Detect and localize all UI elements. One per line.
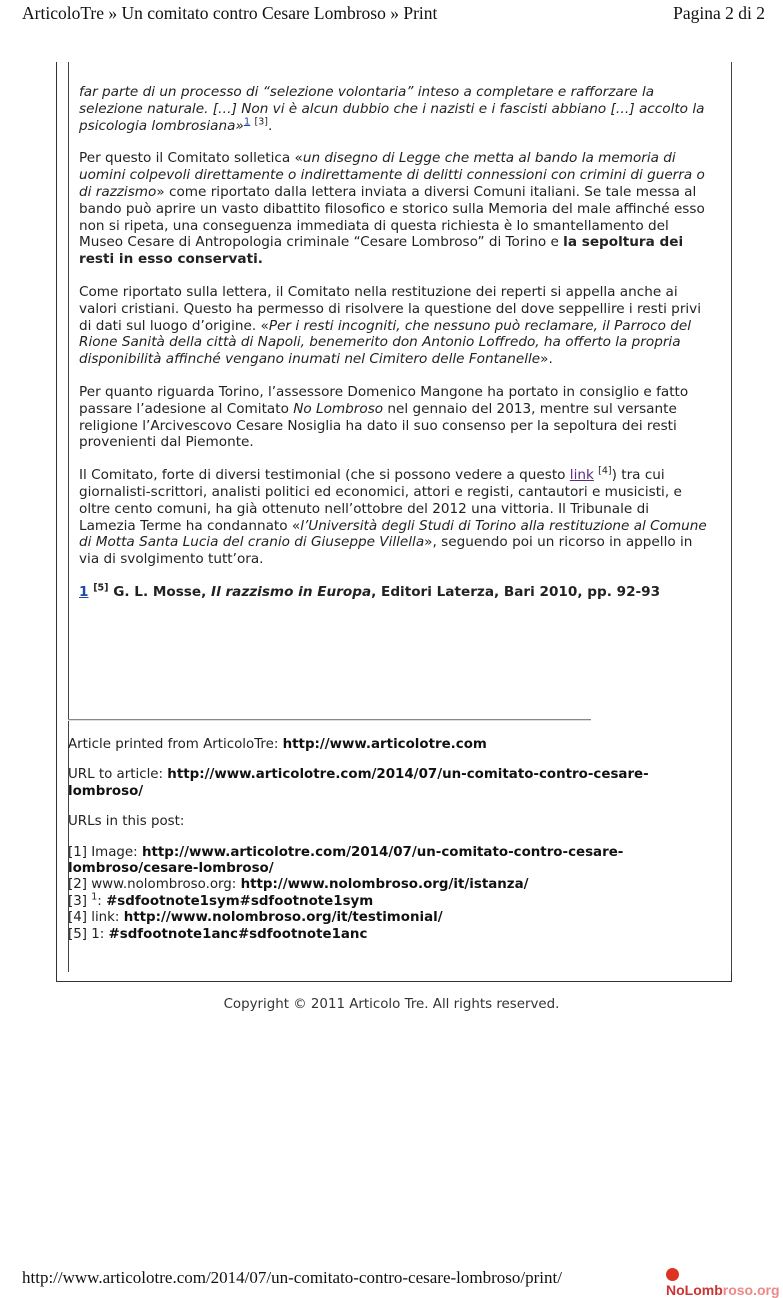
watermark: NoLombroso.org [666, 1266, 781, 1286]
urls-title: URLs in this post: [68, 814, 185, 830]
print-meta [68, 737, 708, 943]
footnote-back-link[interactable]: 1 [79, 583, 89, 600]
url-item: [3] $^1$: #sdfootnote1sym#sdfootnote1sym [68, 891, 374, 909]
footnote: 1 [5] G. L. Mosse, Il razzismo in Europa, Editori Laterza, Bari 2010, pp. 92-93 [79, 582, 661, 600]
paragraph-4: Per quanto riguarda Torino, l’assessore Domenico Mangone ha portato in consiglio e fatto passare l’adesione al Comitato No Lombroso nel gennaio del 2013, mentre sul versante religione l’Arcivescovo Cesare Nosiglia ha dato il suo consenso per la sepoltura dei resti provenienti dal Piemonte. [79, 383, 689, 451]
ref-3: [3] [254, 116, 268, 128]
article-url: URL to article: http://www.articolotre.com/2014/07/un-comitato-contro-cesare-lombroso/ [68, 767, 649, 799]
url-list [68, 845, 708, 943]
copyright: Copyright © 2011 Articolo Tre. All rights reserved. [223, 997, 560, 1012]
article-body [79, 84, 709, 617]
ref-4: [4] [598, 465, 612, 477]
header-title: ArticoloTre » Un comitato contro Cesare Lombroso » Print [22, 3, 438, 23]
url-item: [2] www.nolombroso.org: http://www.nolombroso.org/it/istanza/ [68, 877, 529, 893]
testimonial-link[interactable]: link [569, 467, 594, 484]
paragraph-3: Come riportato sulla lettera, il Comitato nella restituzione dei reperti si appella anche ai valori cristiani. Questo ha permesso di risolvere la questione del dove seppellire i resti privi di dati sul luogo d’origine. «Per i resti incogniti, che nessuno può reclamare, il Parroco del Rione Sanità della città di Napoli, benemerito don Antonio Loffredo, ha offerto la propria disponibilità affinché vengano inumati nel Cimitero delle Fontanelle». [79, 283, 701, 368]
page-number: Pagina 2 di 2 [673, 3, 765, 23]
paragraph-5: Il Comitato, forte di diversi testimonial (che si possono vedere a questo link [4]) tra cui giornalisti-scrittori, analisti politici ed economici, attori e registi, cantautori e musicisti, e oltre cento comuni, ha già ottenuto nell’ottobre del 2012 una vittoria. Il Tribunale di Lamezia Terme ha condannato «l’Università degli Studi di Torino alla restituzione al Comune di Motta Santa Lucia del cranio di Giuseppe Villella», seguendo poi un ricorso in appello in via di svolgimento tutt’ora. [79, 465, 707, 568]
paragraph-2: Per questo il Comitato solletica «un disegno di Legge che metta al bando la memoria di uomini colpevoli direttamente o indirettamente di delitti connessioni con crimini di guerra o di razzismo» come riportato dalla lettera inviata a diversi Comuni italiani. Se tale messa al bando può aprire un vasto dibattito filosofico e storico sulla Memoria del male affinché esso non si ripeta, una conseguenza immediata di questa richiesta è lo smantellamento del Museo Cesare di Antropologia criminale “Cesare Lombroso” di Torino e la sepoltura dei resti in esso conservati. [79, 150, 705, 268]
print-header [0, 0, 783, 30]
ref-5: [5] [93, 582, 109, 594]
url-item: [4] link: http://www.nolombroso.org/it/testimonial/ [68, 910, 443, 926]
url-item: [5] 1: #sdfootnote1anc#sdfootnote1anc [68, 926, 368, 942]
footnote-anchor[interactable]: 1 [243, 116, 251, 128]
divider [68, 719, 591, 721]
site-url: http://www.articolotre.com [282, 737, 487, 752]
paragraph-1: far parte di un processo di “selezione volontaria” inteso a completare e rafforzare la selezione naturale. […] Non vi è alcun dubbio che i nazisti e i fascisti abbiano […] accolto la psicologia lombrosiana»$^1$ [3]. [79, 84, 705, 134]
watermark-logo-icon [666, 1268, 679, 1281]
printed-from: Article printed from ArticoloTre: http://www.articolotre.com [68, 737, 487, 752]
footer-url: http://www.articolotre.com/2014/07/un-comitato-contro-cesare-lombroso/print/ [22, 1268, 562, 1287]
url-item: [1] Image: http://www.articolotre.com/2014/07/un-comitato-contro-cesare-lombroso/cesare-lombroso/ [68, 844, 624, 877]
quote-text: far parte di un processo di “selezione volontaria” inteso a completare e rafforzare la selezione naturale. […] Non vi è alcun dubbio che i nazisti e i fascisti abbiano […] accolto la psicologia lombrosiana» [79, 84, 705, 134]
article-url-value: http://www.articolotre.com/2014/07/un-comitato-contro-cesare-lombroso/ [68, 767, 649, 799]
